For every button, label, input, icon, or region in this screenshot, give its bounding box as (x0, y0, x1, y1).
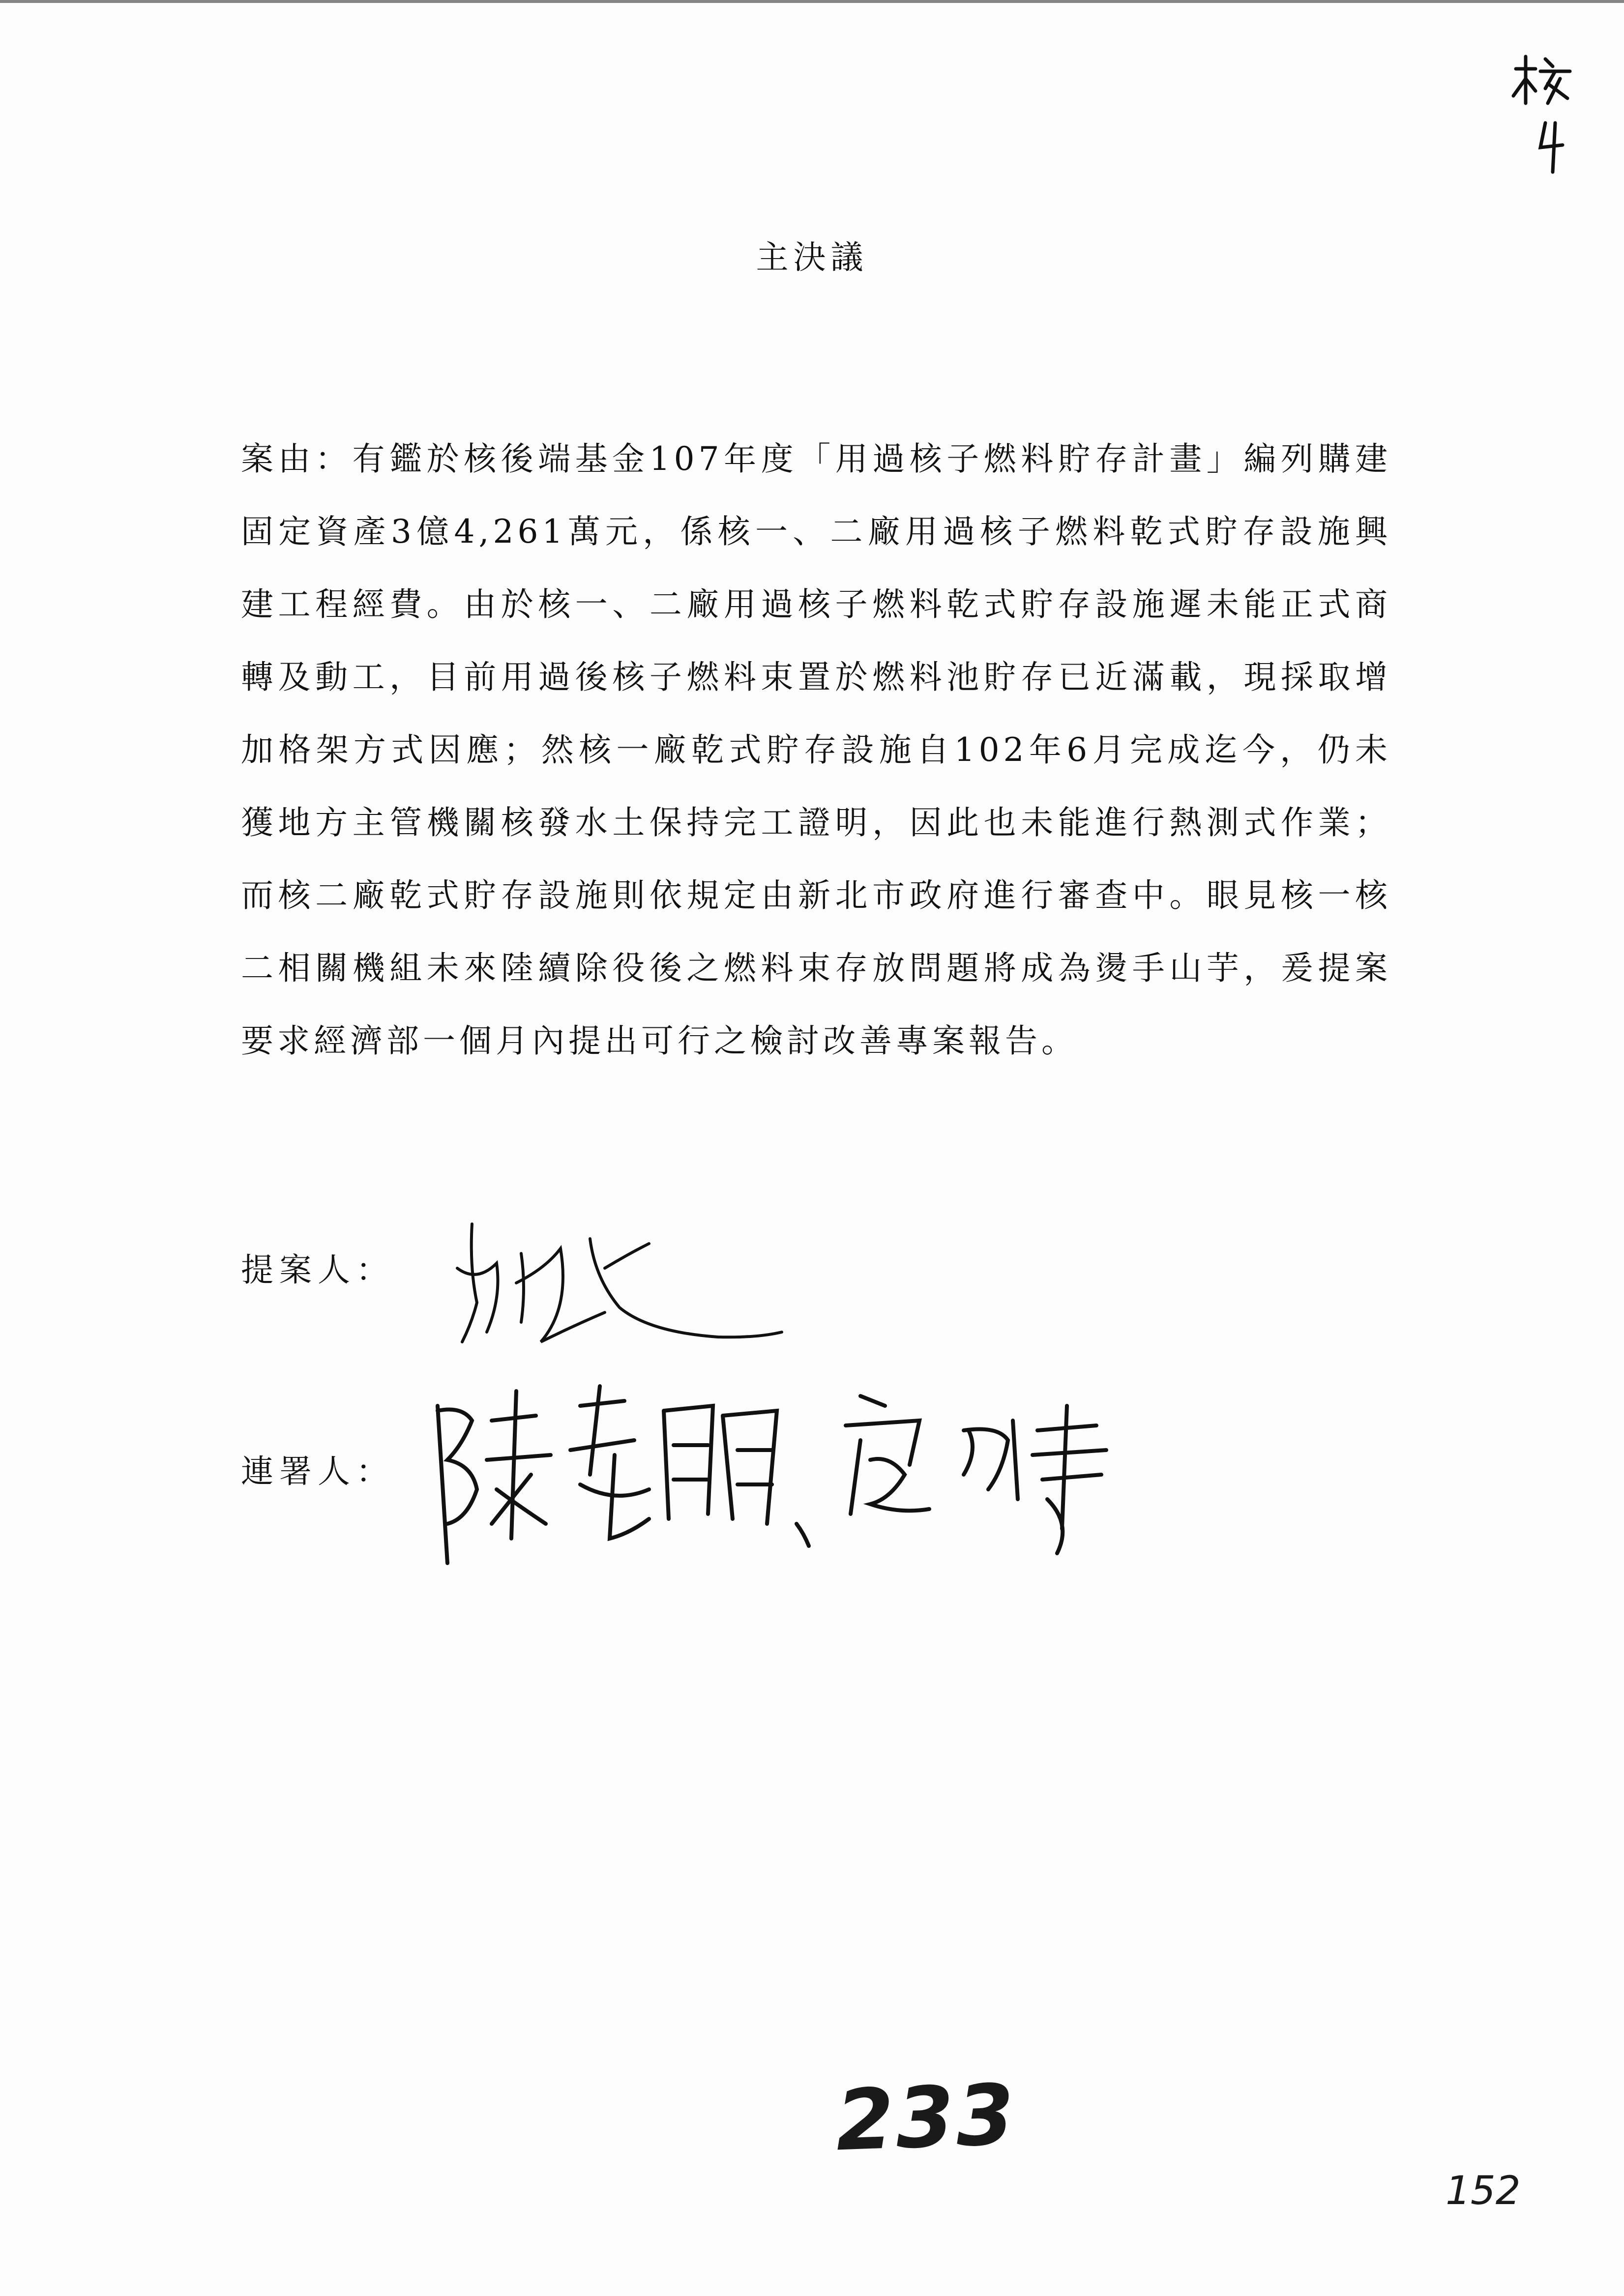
scan-edge (0, 0, 1624, 14)
corner-mark-drawing (1506, 49, 1580, 177)
cosigner-signatures (418, 1376, 1254, 1583)
cosigner-label: 連署人： (241, 1453, 394, 1490)
cosigner-signatures-drawing (418, 1376, 1254, 1583)
proposer-label: 提案人： (241, 1251, 394, 1289)
resolution-body: 案由：有鑑於核後端基金107年度「用過核子燃料貯存計畫」編列購建固定資產3億4,261萬元，係核一、二廠用過核子燃料乾式貯存設施興建工程經費。由於核一、二廠用過核子燃料乾式貯存設施遲未能正式商轉及動工，目前用過後核子燃料束置於燃料池貯存已近滿載，現採取增加格架方式因應；然核一廠乾式貯存設施自102年6月完成迄今，仍未獲地方主管機關核發水土保持完工證明，因此也未能進行熱測式作業；而核二廠乾式貯存設施則依規定由新北市政府進行審查中。眼見核一核二相關機組未來陸續除役後之燃料束存放問題將成為燙手山芋，爰提案要求經濟部一個月內提出可行之檢討改善專案報告。 (241, 440, 1391, 1060)
handwritten-page-number: 233 (834, 2066, 1018, 2170)
proposer-signature (443, 1209, 787, 1366)
page-title: 主決議 (756, 238, 868, 276)
corner-handwritten-mark (1506, 49, 1580, 177)
proposer-signature-drawing (443, 1209, 787, 1366)
handwritten-small-number: 152 (1446, 2168, 1521, 2213)
